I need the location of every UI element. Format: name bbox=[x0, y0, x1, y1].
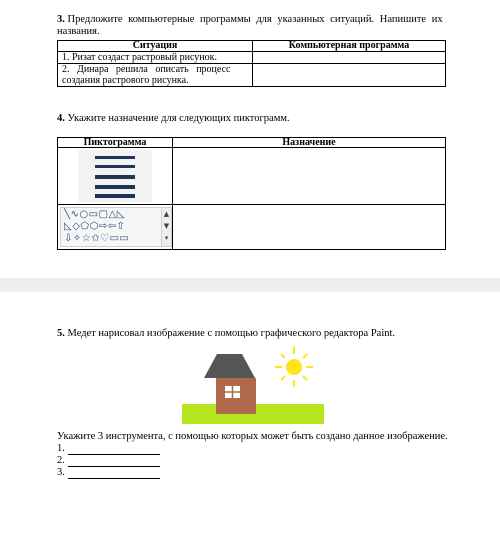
answer-line-1[interactable] bbox=[57, 443, 160, 455]
purpose-answer-cell[interactable] bbox=[173, 148, 446, 205]
column-header-program: Компьютерная программа bbox=[253, 41, 446, 52]
situation-line1: 2. Динара решила описать процесс bbox=[62, 64, 231, 75]
situations-table bbox=[57, 40, 446, 87]
page-separator bbox=[0, 278, 500, 292]
situation-cell: 1. Ризат создаст растровый рисунок. bbox=[58, 52, 253, 64]
shapes-row-2: ◺◇⬠⬡⇨⇦⇧ bbox=[64, 221, 126, 232]
answer-number: 2. bbox=[57, 455, 65, 466]
answer-blank[interactable] bbox=[68, 456, 160, 467]
program-answer-cell[interactable] bbox=[253, 52, 446, 64]
column-header-situation: Ситуация bbox=[58, 41, 253, 52]
pictogram-cell bbox=[58, 148, 173, 205]
table-row bbox=[58, 205, 446, 250]
table-row bbox=[58, 52, 446, 64]
table-row bbox=[58, 64, 446, 87]
purpose-answer-cell[interactable] bbox=[173, 205, 446, 250]
shapes-row-1: ╲∿○▭▢△◺ bbox=[64, 209, 125, 220]
program-answer-cell[interactable] bbox=[253, 64, 446, 87]
scroll-up-icon[interactable]: ▲ bbox=[163, 210, 170, 218]
gallery-more-icon[interactable]: ▾ bbox=[164, 234, 169, 242]
question-3 bbox=[57, 14, 457, 38]
answer-number: 1. bbox=[57, 443, 65, 454]
roof-shape bbox=[204, 354, 255, 378]
gallery-scrollbar[interactable] bbox=[161, 208, 171, 246]
pictograms-table bbox=[57, 137, 446, 250]
situation-cell bbox=[58, 64, 253, 87]
question-4 bbox=[57, 113, 290, 125]
answer-number: 3. bbox=[57, 467, 65, 478]
column-header-purpose: Назначение bbox=[173, 138, 446, 148]
sun-icon bbox=[275, 347, 313, 387]
situation-line2: создания растрового рисунка. bbox=[62, 75, 189, 86]
question-5-text: Медет нарисовал изображение с помощью графического редактора Paint. bbox=[67, 328, 396, 339]
justify-align-icon bbox=[78, 150, 152, 202]
pictogram-cell bbox=[58, 205, 173, 250]
column-header-pictogram: Пиктограмма bbox=[58, 138, 173, 148]
answer-line-2[interactable] bbox=[57, 455, 160, 467]
question-3-text-line1: Предложите компьютерные программы для указанных ситуаций. Напишите их bbox=[67, 14, 443, 25]
question-5-task: Укажите 3 инструмента, с помощью которых может быть создано данное изображение. bbox=[57, 431, 448, 442]
scroll-down-icon[interactable]: ▼ bbox=[163, 222, 170, 230]
worksheet-page-2 bbox=[0, 292, 500, 535]
table-row bbox=[58, 148, 446, 205]
answer-blank[interactable] bbox=[68, 444, 160, 455]
question-4-text: Укажите назначение для следующих пиктограмм. bbox=[67, 113, 290, 124]
question-5-number: 5. bbox=[57, 328, 65, 339]
question-3-text-line2: названия. bbox=[57, 26, 100, 37]
question-4-number: 4. bbox=[57, 113, 65, 124]
paint-drawing bbox=[180, 344, 326, 426]
shapes-row-3: ⇩✧☆✩♡▭▭ bbox=[64, 233, 130, 244]
question-3-number: 3. bbox=[57, 14, 65, 25]
shapes-gallery-icon bbox=[60, 207, 172, 247]
answer-blank[interactable] bbox=[68, 468, 160, 479]
question-5 bbox=[57, 328, 477, 340]
answer-line-3[interactable] bbox=[57, 467, 160, 479]
